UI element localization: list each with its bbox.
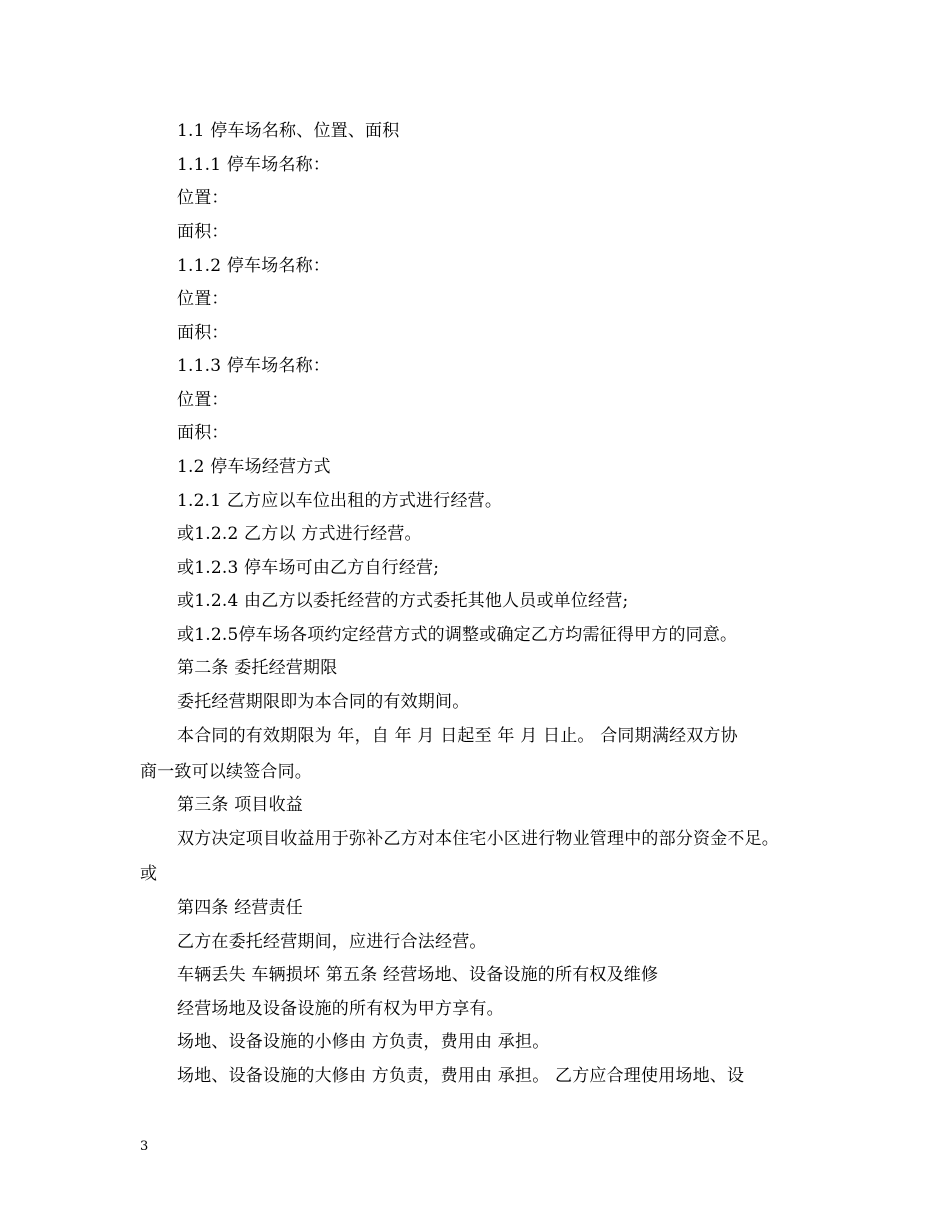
article-2-paragraph-2: 本合同的有效期限为 年，自 年 月 日起至 年 月 日止。 合同期满经双方协	[177, 726, 738, 746]
article-2-heading: 第二条 委托经营期限	[177, 658, 338, 678]
operation-mode-1-2-4: 或1.2.4 由乙方以委托经营的方式委托其他人员或单位经营;	[177, 591, 629, 611]
section-heading-1-2: 1.2 停车场经营方式	[177, 457, 331, 477]
section-heading-1-1: 1.1 停车场名称、位置、面积	[177, 121, 400, 141]
operation-mode-1-2-1: 1.2.1 乙方应以车位出租的方式进行经营。	[177, 491, 503, 511]
article-3-or: 或	[140, 864, 158, 884]
parking-lot-3-name: 1.1.3 停车场名称：	[177, 356, 331, 376]
parking-lot-2-name: 1.1.2 停车场名称：	[177, 256, 331, 276]
article-4-heading: 第四条 经营责任	[177, 898, 304, 918]
article-5-paragraph-1: 经营场地及设备设施的所有权为甲方享有。	[177, 999, 504, 1019]
page-number: 3	[140, 1139, 149, 1154]
parking-lot-3-location: 位置：	[177, 390, 229, 410]
parking-lot-2-area: 面积：	[177, 323, 229, 343]
article-3-heading: 第三条 项目收益	[177, 795, 304, 815]
article-4-paragraph: 乙方在委托经营期间，应进行合法经营。	[177, 932, 487, 952]
article-2-paragraph-2-continued: 商一致可以续签合同。	[140, 762, 312, 782]
parking-lot-2-location: 位置：	[177, 289, 229, 309]
article-2-paragraph-1: 委托经营期限即为本合同的有效期间。	[177, 692, 470, 712]
parking-lot-1-name: 1.1.1 停车场名称：	[177, 155, 331, 175]
parking-lot-3-area: 面积：	[177, 423, 229, 443]
parking-lot-1-area: 面积：	[177, 222, 229, 242]
operation-mode-1-2-3: 或1.2.3 停车场可由乙方自行经营;	[177, 558, 440, 578]
article-5-paragraph-2: 场地、设备设施的小修由 方负责，费用由 承担。	[177, 1032, 550, 1052]
operation-mode-1-2-2: 或1.2.2 乙方以 方式进行经营。	[177, 524, 422, 544]
operation-mode-1-2-5: 或1.2.5停车场各项约定经营方式的调整或确定乙方均需征得甲方的同意。	[177, 625, 738, 645]
article-3-paragraph: 双方决定项目收益用于弥补乙方对本住宅小区进行物业管理中的部分资金不足。	[177, 829, 779, 849]
parking-lot-1-location: 位置：	[177, 188, 229, 208]
article-5-heading: 车辆丢失 车辆损坏 第五条 经营场地、设备设施的所有权及维修	[177, 965, 659, 985]
article-5-paragraph-3: 场地、设备设施的大修由 方负责，费用由 承担。 乙方应合理使用场地、设	[177, 1066, 745, 1086]
